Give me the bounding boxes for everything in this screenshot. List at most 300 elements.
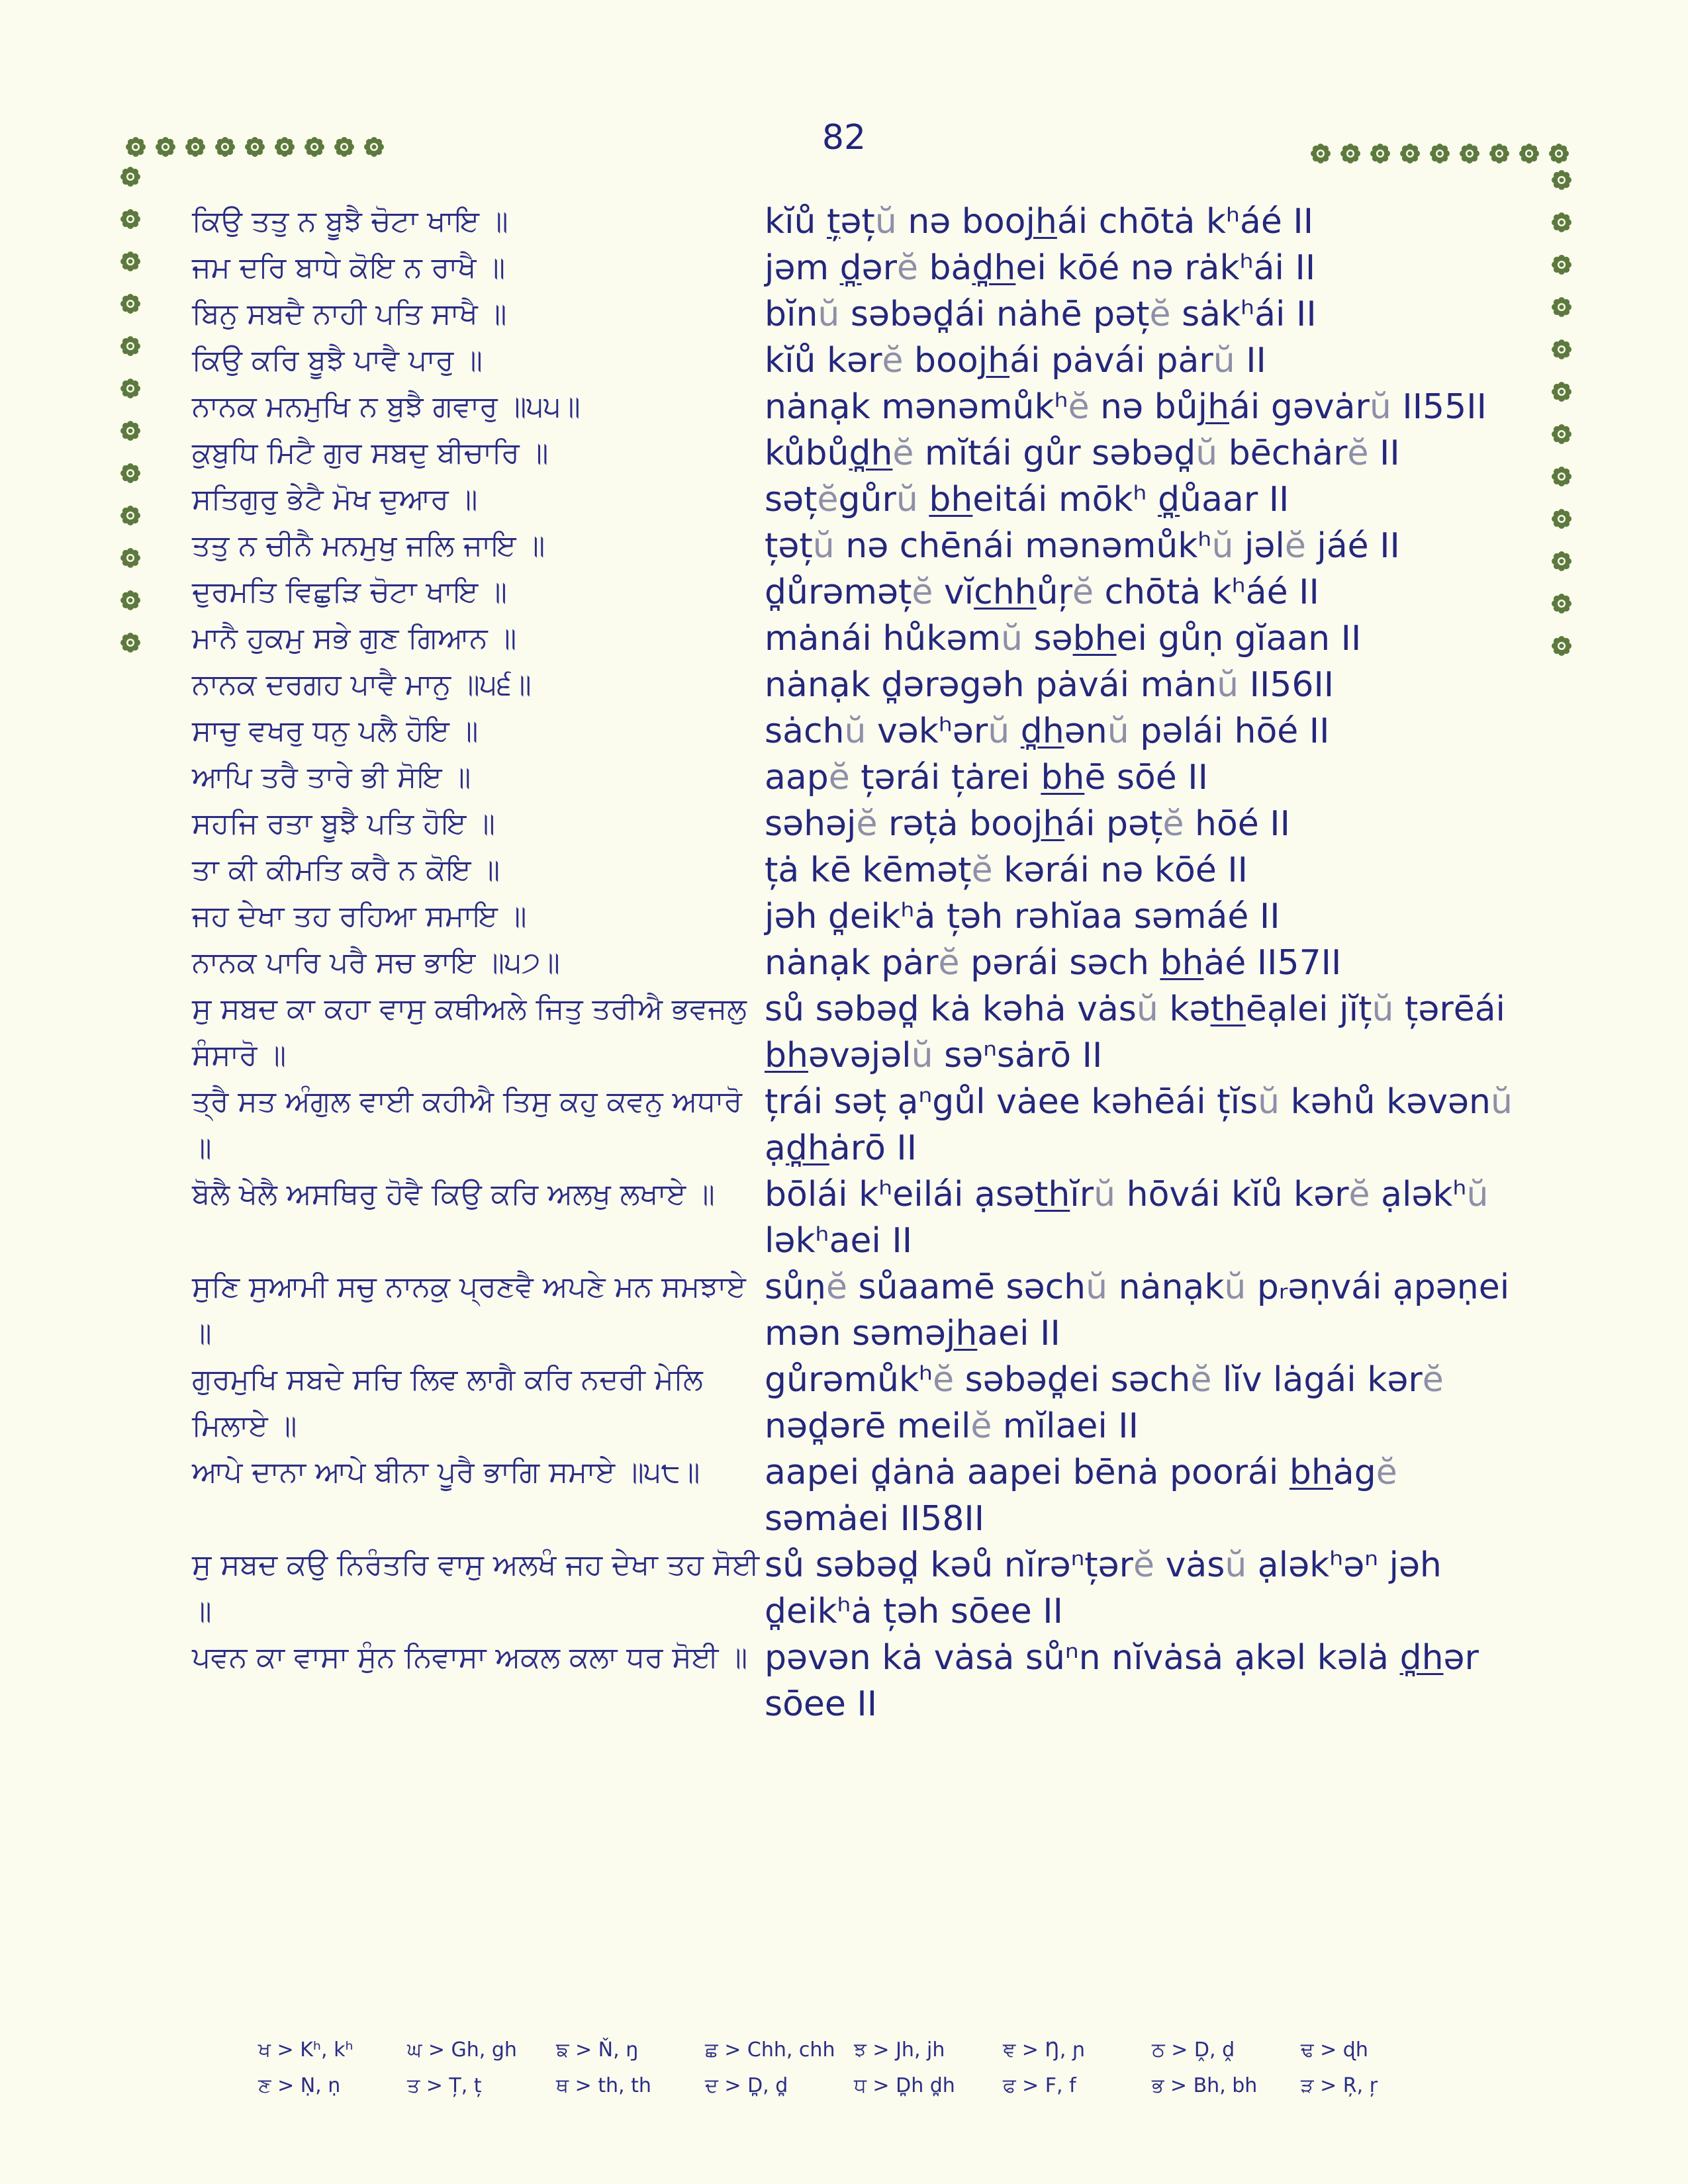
- flower-icon: [363, 136, 385, 158]
- transliteration-segment: jh: [1025, 202, 1057, 242]
- gurmukhi-line: ਗੁਰਮੁਖਿ ਸਬਦੇ ਸਚਿ ਲਿਵ ਲਾਗੈ ਕਰਿ ਨਦਰੀ ਮੇਲਿ ਮਿਲਾਏ ॥: [192, 1363, 703, 1443]
- transliteration-line: [765, 801, 1529, 847]
- legend-row: [258, 2068, 1450, 2103]
- transliteration-segment: d̪: [1158, 480, 1180, 520]
- verse-row: [192, 708, 1529, 754]
- transliteration-segment: ŭ: [1213, 341, 1235, 381]
- transliteration-segment: țrái səț ạⁿgůl vȧee kəhēái țĭs: [765, 1082, 1258, 1122]
- transliteration-segment: aap: [765, 758, 829, 797]
- transliteration-segment: ț: [827, 202, 841, 242]
- flower-icon: [1550, 169, 1573, 191]
- flower-icon: [154, 136, 177, 158]
- flower-icon: [303, 136, 326, 158]
- transliteration-line: [765, 893, 1529, 940]
- transliteration-segment: boo: [903, 341, 978, 381]
- transliteration-legend: [258, 2032, 1450, 2103]
- verse-row: [192, 1264, 1529, 1357]
- verse-row: [192, 477, 1529, 523]
- transliteration-segment: ŭ: [1136, 989, 1158, 1029]
- transliteration-segment: ŭ: [1491, 1082, 1513, 1122]
- transliteration-segment: ái pəț: [1064, 804, 1163, 844]
- gurmukhi-line: ਸੁ ਸਬਦ ਕਉ ਨਿਰੰਤਰਿ ਵਾਸੁ ਅਲਖੰ ਜਹ ਦੇਖਾ ਤਹ ਸੋਈ ॥: [192, 1548, 760, 1628]
- legend-item: ਫ > F, f: [1003, 2073, 1076, 2097]
- transliteration-segment: bȧ: [918, 248, 972, 288]
- transliteration-segment: nȧnạk d̪ərəgəh pȧvái mȧn: [765, 665, 1217, 705]
- flower-icon: [1550, 211, 1573, 234]
- transliteration-segment: ŭ: [818, 295, 840, 334]
- transliteration-segment: jáé II: [1305, 526, 1400, 566]
- transliteration-segment: sȧch: [765, 711, 845, 751]
- transliteration-segment: lĭv lȧgái kər: [1211, 1360, 1423, 1400]
- transliteration-segment: hōvái kĭů kər: [1115, 1175, 1349, 1214]
- transliteration-segment: pərái səch: [959, 943, 1160, 983]
- transliteration-line: [765, 847, 1529, 893]
- transliteration-segment: kĭů: [765, 202, 827, 242]
- transliteration-segment: bh: [1289, 1453, 1333, 1492]
- legend-item: ਛ > Chh, chh: [705, 2038, 835, 2062]
- transliteration-segment: əț: [840, 202, 875, 242]
- verse-row: [192, 847, 1529, 893]
- transliteration-segment: ŭ: [874, 202, 897, 242]
- verse-row: [192, 754, 1529, 801]
- transliteration-segment: ĕ: [971, 850, 993, 890]
- gurmukhi-line: ਨਾਨਕ ਪਾਰਿ ਪਰੈ ਸਚ ਭਾਇ ॥੫੭॥: [192, 946, 560, 979]
- transliteration-segment: jh: [1033, 804, 1065, 844]
- verse-row: [192, 1171, 1529, 1264]
- transliteration-segment: d̪h: [1020, 711, 1064, 751]
- transliteration-segment: nə chēnái mənəmůkʰ: [834, 526, 1212, 566]
- transliteration-segment: səⁿsȧrō II: [933, 1036, 1103, 1075]
- flower-icon: [1309, 142, 1332, 165]
- transliteration-line: [765, 430, 1529, 477]
- transliteration-segment: ĕ: [1162, 804, 1184, 844]
- transliteration-segment: th: [1210, 989, 1246, 1029]
- transliteration-segment: țəț: [765, 526, 813, 566]
- ornament-right-column: [1550, 169, 1577, 662]
- gurmukhi-line: ਬਿਨੁ ਸਬਦੈ ਨਾਹੀ ਪਤਿ ਸਾਖੈ ॥: [192, 297, 507, 331]
- verse-row: [192, 662, 1529, 708]
- transliteration-segment: ái pȧvái pȧr: [1009, 341, 1213, 381]
- transliteration-segment: ȧg: [1333, 1453, 1376, 1492]
- transliteration-segment: kůbů: [765, 433, 849, 473]
- transliteration-segment: II56II: [1239, 665, 1335, 705]
- transliteration-segment: jəl: [1233, 526, 1285, 566]
- transliteration-segment: bh: [1041, 758, 1085, 797]
- transliteration-segment: ŭ: [1196, 433, 1218, 473]
- transliteration-segment: bēchȧr: [1217, 433, 1348, 473]
- flower-icon: [1339, 142, 1362, 165]
- transliteration-segment: ĕ: [1072, 572, 1094, 612]
- legend-item: ਖ > Kʰ, kʰ: [258, 2038, 353, 2062]
- transliteration-segment: ŭ: [1372, 989, 1394, 1029]
- verse-table: [192, 199, 1529, 1727]
- flower-icon: [1429, 142, 1451, 165]
- transliteration-segment: țȧ kē kēməț: [765, 850, 972, 890]
- transliteration-segment: səbəd̪ei səch: [954, 1360, 1191, 1400]
- transliteration-segment: d̪ůrəməț: [765, 572, 912, 612]
- transliteration-line: [765, 338, 1529, 384]
- transliteration-segment: ləkʰaei II: [765, 1221, 913, 1261]
- transliteration-segment: nəd̪ərē meil: [765, 1406, 971, 1446]
- transliteration-line: [765, 708, 1529, 754]
- flower-icon: [119, 293, 142, 315]
- flower-icon: [119, 250, 142, 273]
- transliteration-line: [765, 1357, 1529, 1449]
- transliteration-segment: ŭ: [896, 480, 918, 520]
- transliteration-line: [765, 662, 1529, 708]
- transliteration-segment: ạləkʰəⁿ jəh d̪eikʰȧ țəh sōee II: [765, 1545, 1442, 1631]
- transliteration-segment: səhəj: [765, 804, 857, 844]
- flower-icon: [1550, 465, 1573, 488]
- gurmukhi-line: ਆਪੇ ਦਾਨਾ ਆਪੇ ਬੀਨਾ ਪੂਰੈ ਭਾਗਿ ਸਮਾਏ ॥੫੮॥: [192, 1455, 700, 1489]
- verse-row: [192, 245, 1529, 291]
- transliteration-segment: ĕ: [1376, 1453, 1397, 1492]
- transliteration-segment: [918, 480, 929, 520]
- flower-icon: [1550, 423, 1573, 445]
- transliteration-segment: kərái nə kōé II: [992, 850, 1248, 890]
- flower-icon: [119, 547, 142, 569]
- flower-icon: [119, 208, 142, 230]
- transliteration-segment: mĭlaei II: [992, 1406, 1139, 1446]
- transliteration-segment: ĕ: [897, 248, 919, 288]
- legend-item: ਞ > Ŋ, ɲ: [1003, 2038, 1086, 2062]
- verse-row: [192, 615, 1529, 662]
- transliteration-line: [765, 1449, 1529, 1542]
- transliteration-line: [765, 1171, 1529, 1264]
- transliteration-segment: ŭ: [1211, 526, 1234, 566]
- transliteration-segment: ei kōé nə rȧkʰái II: [1015, 248, 1316, 288]
- transliteration-segment: sů səbəd̪ kȧ kəhȧ vȧs: [765, 989, 1137, 1029]
- transliteration-segment: ŭ: [988, 711, 1010, 751]
- transliteration-segment: sə: [1022, 619, 1073, 659]
- legend-item: ਦ > D̪, d̪: [705, 2073, 788, 2097]
- verse-row: [192, 801, 1529, 847]
- flower-icon: [333, 136, 355, 158]
- flower-icon: [119, 377, 142, 400]
- transliteration-segment: bōlái kʰeilái ạsə: [765, 1175, 1035, 1214]
- gurmukhi-line: ਪਵਨ ਕਾ ਵਾਸਾ ਸੁੰਨ ਨਿਵਾਸਾ ਅਕਲ ਕਲਾ ਧਰ ਸੋਈ ॥: [192, 1641, 748, 1674]
- transliteration-segment: eitái mōkʰ: [972, 480, 1158, 520]
- transliteration-segment: səț: [765, 480, 818, 520]
- transliteration-line: [765, 569, 1529, 615]
- transliteration-segment: ạ: [765, 1128, 786, 1168]
- transliteration-segment: d̪h: [785, 1128, 829, 1168]
- transliteration-segment: ŭ: [1217, 665, 1239, 705]
- verse-row: [192, 893, 1529, 940]
- transliteration-segment: ēạlei jĭț: [1245, 989, 1372, 1029]
- transliteration-segment: ȧrō II: [829, 1128, 917, 1168]
- gurmukhi-line: ਸਹਜਿ ਰਤਾ ਬੂਝੈ ਪਤਿ ਹੋਇ ॥: [192, 807, 495, 841]
- transliteration-segment: səmȧei II58II: [765, 1499, 985, 1539]
- transliteration-line: [765, 1635, 1529, 1727]
- transliteration-line: [765, 940, 1529, 986]
- flower-icon: [119, 165, 142, 188]
- transliteration-line: [765, 986, 1529, 1079]
- transliteration-segment: sȧkʰái II: [1170, 295, 1317, 334]
- transliteration-segment: ái chōtȧ kʰáé II: [1056, 202, 1314, 242]
- transliteration-segment: kəhů kəvən: [1280, 1082, 1491, 1122]
- gurmukhi-line: ਨਾਨਕ ਦਰਗਹ ਪਾਵੈ ਮਾਨੁ ॥੫੬॥: [192, 668, 532, 702]
- transliteration-segment: II: [1235, 341, 1266, 381]
- flower-icon: [1550, 338, 1573, 361]
- flower-icon: [1488, 142, 1511, 165]
- transliteration-segment: nə bů: [1089, 387, 1198, 427]
- transliteration-segment: țərēái: [1393, 989, 1505, 1029]
- flower-icon: [1550, 508, 1573, 530]
- legend-item: ਘ > Gh, gh: [407, 2038, 517, 2062]
- legend-item: ਤ > Ț, ț: [407, 2073, 482, 2097]
- verse-row: [192, 1079, 1529, 1171]
- transliteration-segment: ŭ: [1369, 387, 1391, 427]
- transliteration-segment: pəlái hōé II: [1129, 711, 1330, 751]
- transliteration-segment: ŭ: [1466, 1175, 1489, 1214]
- transliteration-segment: aei II: [977, 1314, 1060, 1353]
- legend-item: ਝ > Jh, jh: [854, 2038, 945, 2062]
- transliteration-line: [765, 1542, 1529, 1635]
- transliteration-line: [765, 199, 1529, 245]
- transliteration-segment: ŭ: [1258, 1082, 1280, 1122]
- transliteration-segment: pᵣəṇvái ạpəṇei mən səmə: [765, 1267, 1510, 1353]
- transliteration-segment: II55II: [1391, 387, 1487, 427]
- flower-icon: [1550, 381, 1573, 403]
- legend-item: ਥ > th, th: [556, 2073, 651, 2097]
- transliteration-segment: jəh d̪eikʰȧ țəh rəhĭaa səmáé II: [765, 897, 1280, 936]
- transliteration-segment: jh: [978, 341, 1010, 381]
- gurmukhi-line: ਸੁਣਿ ਸੁਆਮੀ ਸਚੁ ਨਾਨਕੁ ਪ੍ਰਣਵੈ ਅਪਣੇ ਮਨ ਸਮਝਾਏ ॥: [192, 1270, 746, 1350]
- transliteration-segment: ůŗ: [1036, 572, 1072, 612]
- gurmukhi-line: ਆਪਿ ਤਰੈ ਤਾਰੇ ਭੀ ਸੋਇ ॥: [192, 760, 471, 794]
- transliteration-line: [765, 245, 1529, 291]
- legend-item: ਢ > ɖh: [1301, 2038, 1368, 2062]
- transliteration-segment: bh: [929, 480, 973, 520]
- transliteration-segment: bh: [1072, 619, 1117, 659]
- transliteration-segment: bh: [765, 1036, 808, 1075]
- gurmukhi-line: ਕਿਉ ਤਤੁ ਨ ਬੂਝੈ ਚੋਟਾ ਖਾਇ ॥: [192, 205, 508, 238]
- gurmukhi-line: ਤਤੁ ਨ ਚੀਨੈ ਮਨਮੁਖੁ ਜਲਿ ਜਾਇ ॥: [192, 529, 545, 563]
- transliteration-segment: ŭ: [844, 711, 867, 751]
- transliteration-segment: chōtȧ kʰáé II: [1093, 572, 1319, 612]
- transliteration-segment: ĕ: [1422, 1360, 1444, 1400]
- transliteration-segment: II: [1368, 433, 1400, 473]
- transliteration-segment: ĕ: [828, 758, 850, 797]
- transliteration-segment: bĭn: [765, 295, 818, 334]
- legend-item: ਙ > Ň, ŋ: [556, 2038, 639, 2062]
- flower-icon: [184, 136, 207, 158]
- verse-row: [192, 940, 1529, 986]
- transliteration-line: [765, 477, 1529, 523]
- transliteration-line: [765, 523, 1529, 569]
- transliteration-segment: ĕ: [1133, 1545, 1155, 1585]
- transliteration-segment: səbəd̪ái nȧhē pəț: [839, 295, 1150, 334]
- transliteration-segment: ĕ: [970, 1406, 992, 1446]
- transliteration-segment: gůr: [838, 480, 896, 520]
- transliteration-segment: vĭ: [933, 572, 974, 612]
- legend-row: [258, 2032, 1450, 2068]
- transliteration-segment: ŭ: [1086, 1267, 1108, 1307]
- ornament-left-column: [119, 165, 146, 655]
- flower-icon: [1550, 296, 1573, 318]
- transliteration-segment: mȧnái hůkəm: [765, 619, 1001, 659]
- transliteration-segment: ĕ: [882, 341, 904, 381]
- transliteration-line: [765, 754, 1529, 801]
- transliteration-segment: chh: [974, 572, 1037, 612]
- flower-icon: [119, 631, 142, 654]
- transliteration-segment: ĕ: [1347, 433, 1369, 473]
- transliteration-segment: ĕ: [892, 433, 914, 473]
- transliteration-segment: sů səbəd̪ kəů nĭrəⁿțər: [765, 1545, 1134, 1585]
- verse-row: [192, 384, 1529, 430]
- legend-item: ੜ > Ŗ, ŗ: [1301, 2073, 1378, 2097]
- transliteration-segment: ŭ: [812, 526, 835, 566]
- transliteration-segment: ŭ: [1225, 1545, 1247, 1585]
- transliteration-segment: ĕ: [912, 572, 933, 612]
- transliteration-segment: ŭ: [1094, 1175, 1116, 1214]
- transliteration-segment: gůrəmůkʰ: [765, 1360, 933, 1400]
- flower-icon: [1550, 550, 1573, 572]
- transliteration-segment: ŭ: [1001, 619, 1023, 659]
- transliteration-segment: ĕ: [1190, 1360, 1212, 1400]
- transliteration-line: [765, 384, 1529, 430]
- transliteration-segment: rəțȧ boo: [877, 804, 1033, 844]
- transliteration-segment: sůaamē səch: [847, 1267, 1086, 1307]
- page-number: 82: [821, 118, 867, 158]
- flower-icon: [1518, 142, 1540, 165]
- transliteration-segment: ər: [861, 248, 898, 288]
- gurmukhi-line: ਸਾਚੁ ਵਖਰੁ ਧਨੁ ਪਲੈ ਹੋਇ ॥: [192, 714, 479, 748]
- transliteration-segment: ən: [1064, 711, 1107, 751]
- transliteration-segment: nȧnạk pȧr: [765, 943, 939, 983]
- flower-icon: [119, 335, 142, 357]
- flower-icon: [273, 136, 296, 158]
- legend-item: ਧ > D̪h d̪h: [854, 2073, 955, 2097]
- transliteration-segment: jh: [945, 1314, 978, 1353]
- gurmukhi-line: ਕੁਬੁਧਿ ਮਿਟੈ ਗੁਰ ਸਬਦੁ ਬੀਚਾਰਿ ॥: [192, 436, 549, 470]
- transliteration-segment: d̪h: [849, 433, 893, 473]
- gurmukhi-line: ਬੋਲੈ ਖੇਲੈ ਅਸਥਿਰੁ ਹੋਵੈ ਕਿਉ ਕਰਿ ਅਲਖੁ ਲਖਾਏ ॥: [192, 1177, 715, 1211]
- verse-row: [192, 199, 1529, 245]
- gurmukhi-line: ਕਿਉ ਕਰਿ ਬੂਝੈ ਪਾਵੈ ਪਾਰੁ ॥: [192, 343, 483, 377]
- transliteration-line: [765, 291, 1529, 338]
- transliteration-segment: ĕ: [938, 943, 960, 983]
- verse-row: [192, 986, 1529, 1079]
- flower-icon: [1548, 142, 1570, 165]
- transliteration-segment: d̪h: [1399, 1638, 1444, 1678]
- transliteration-segment: bh: [1160, 943, 1204, 983]
- flower-icon: [1399, 142, 1421, 165]
- verse-row: [192, 1357, 1529, 1449]
- legend-item: ਠ > Ḓ, ḓ: [1152, 2038, 1235, 2062]
- transliteration-segment: kə: [1158, 989, 1211, 1029]
- gurmukhi-line: ਜਹ ਦੇਖਾ ਤਹ ਰਹਿਆ ਸਮਾਇ ॥: [192, 899, 527, 933]
- transliteration-segment: ĕ: [1068, 387, 1090, 427]
- verse-row: [192, 338, 1529, 384]
- flower-icon: [119, 462, 142, 484]
- transliteration-segment: ər sōee II: [765, 1638, 1479, 1724]
- transliteration-segment: ȧé II57II: [1203, 943, 1342, 983]
- transliteration-segment: ůaar II: [1180, 480, 1289, 520]
- transliteration-segment: nə boo: [896, 202, 1026, 242]
- verse-row: [192, 1542, 1529, 1635]
- transliteration-segment: vəkʰər: [866, 711, 988, 751]
- transliteration-segment: mĭtái gůr səbəd̪: [914, 433, 1196, 473]
- flower-icon: [244, 136, 266, 158]
- flower-icon: [124, 136, 147, 158]
- transliteration-segment: d̪h: [972, 248, 1016, 288]
- ornament-top-left: [124, 136, 389, 162]
- transliteration-segment: ĭr: [1070, 1175, 1094, 1214]
- transliteration-segment: d̪: [839, 248, 862, 288]
- gurmukhi-line: ਤ੍ਰੈ ਸਤ ਅੰਗੁਲ ਵਾਈ ਕਹੀਐ ਤਿਸੁ ਕਹੁ ਕਵਨੁ ਅਧਾਰੋ ॥: [192, 1085, 743, 1165]
- flower-icon: [1369, 142, 1391, 165]
- transliteration-segment: ĕ: [826, 1267, 848, 1307]
- gurmukhi-line: ਸੁ ਸਬਦ ਕਾ ਕਹਾ ਵਾਸੁ ਕਥੀਅਲੇ ਜਿਤੁ ਤਰੀਐ ਭਵਜਲੁ ਸੰਸਾਰੋ ॥: [192, 992, 747, 1072]
- verse-row: [192, 523, 1529, 569]
- transliteration-segment: th: [1034, 1175, 1070, 1214]
- legend-item: ਣ > Ṇ, ṇ: [258, 2073, 341, 2097]
- transliteration-segment: aapei d̪ȧnȧ aapei bēnȧ poorái: [765, 1453, 1289, 1492]
- flower-icon: [1550, 635, 1573, 657]
- gurmukhi-line: ਨਾਨਕ ਮਨਮੁਖਿ ਨ ਬੁਝੈ ਗਵਾਰੁ ॥੫੫॥: [192, 390, 581, 424]
- transliteration-segment: ē sōé II: [1084, 758, 1208, 797]
- transliteration-line: [765, 1079, 1529, 1171]
- transliteration-segment: nȧnạk: [1107, 1267, 1225, 1307]
- transliteration-segment: ŭ: [1107, 711, 1129, 751]
- ornament-top-right: [1309, 142, 1574, 169]
- transliteration-segment: ạləkʰ: [1370, 1175, 1467, 1214]
- verse-row: [192, 1449, 1529, 1542]
- transliteration-segment: ŭ: [1224, 1267, 1246, 1307]
- transliteration-segment: ĕ: [817, 480, 839, 520]
- transliteration-segment: jh: [1197, 387, 1230, 427]
- verse-row: [192, 1635, 1529, 1727]
- verse-row: [192, 569, 1529, 615]
- transliteration-segment: kĭů kər: [765, 341, 882, 381]
- gurmukhi-line: ਜਮ ਦਰਿ ਬਾਧੇ ਕੋਇ ਨ ਰਾਖੈ ॥: [192, 251, 506, 285]
- gurmukhi-line: ਦੁਰਮਤਿ ਵਿਛੁੜਿ ਚੋਟਾ ਖਾਇ ॥: [192, 575, 507, 609]
- transliteration-segment: ĕ: [933, 1360, 955, 1400]
- transliteration-segment: ĕ: [1348, 1175, 1370, 1214]
- transliteration-segment: ei gůṇ gĭaan II: [1116, 619, 1362, 659]
- flower-icon: [119, 504, 142, 527]
- transliteration-segment: nȧnạk mənəmůkʰ: [765, 387, 1068, 427]
- gurmukhi-line: ਤਾ ਕੀ ਕੀਮਤਿ ਕਰੈ ਨ ਕੋਇ ॥: [192, 853, 500, 887]
- transliteration-segment: vȧs: [1154, 1545, 1225, 1585]
- legend-item: ਭ > Bh, bh: [1152, 2073, 1258, 2097]
- transliteration-segment: ĕ: [856, 804, 878, 844]
- verse-row: [192, 430, 1529, 477]
- transliteration-segment: țərái țȧrei: [849, 758, 1041, 797]
- transliteration-segment: ái gəvȧr: [1229, 387, 1370, 427]
- verse-row: [192, 291, 1529, 338]
- transliteration-segment: sůṇ: [765, 1267, 827, 1307]
- transliteration-segment: ŭ: [911, 1036, 933, 1075]
- transliteration-segment: [1009, 711, 1021, 751]
- flower-icon: [1550, 592, 1573, 615]
- flower-icon: [1550, 253, 1573, 276]
- flower-icon: [214, 136, 236, 158]
- transliteration-segment: hōé II: [1184, 804, 1290, 844]
- flower-icon: [119, 589, 142, 612]
- gurmukhi-line: ਸਤਿਗੁਰੁ ਭੇਟੈ ਮੋਖ ਦੁਆਰ ॥: [192, 482, 478, 516]
- transliteration-segment: əvəjəl: [808, 1036, 912, 1075]
- transliteration-line: [765, 615, 1529, 662]
- transliteration-line: [765, 1264, 1529, 1357]
- flower-icon: [1458, 142, 1481, 165]
- gurmukhi-line: ਮਾਨੈ ਹੁਕਮੁ ਸਭੇ ਗੁਣ ਗਿਆਨ ॥: [192, 621, 517, 655]
- transliteration-segment: ĕ: [1149, 295, 1171, 334]
- transliteration-segment: pəvən kȧ vȧsȧ sůⁿn nĭvȧsȧ ạkəl kəlȧ: [765, 1638, 1400, 1678]
- transliteration-segment: ĕ: [1284, 526, 1306, 566]
